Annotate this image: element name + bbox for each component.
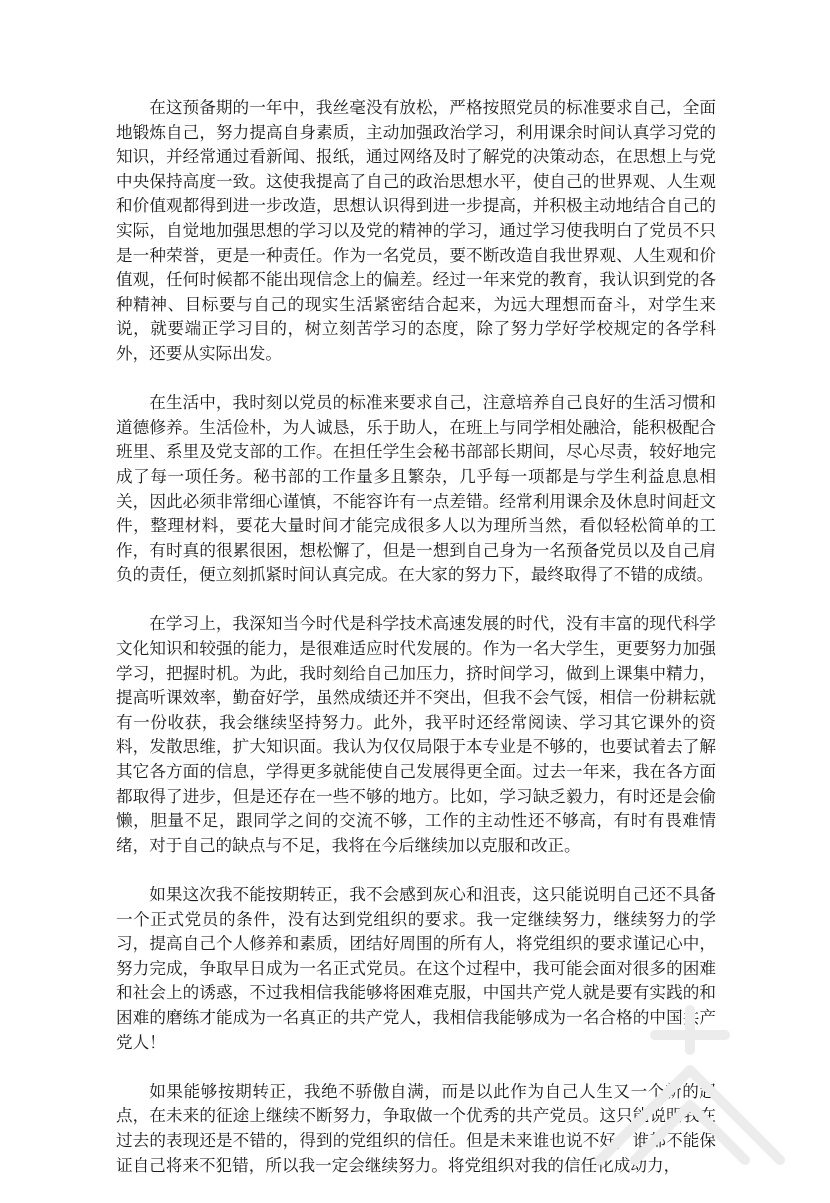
paragraph-if-confirmed: 如果能够按期转正，我绝不骄傲自满，而是以此作为自己人生又一个新的起点，在未来的征途上继续不断努力，争取做一个优秀的共产党员。这只能说明我在过去的表现还是不错的，得到的党组织的信任。但是未来谁也说不好，谁都不能保证自己将来不犯错，所以我一定会继续努力。将党组织对我的信任化成动力， [116, 1081, 716, 1175]
paragraph-if-not-confirmed: 如果这次我不能按期转正，我不会感到灰心和沮丧，这只能说明自己还不具备一个正式党员的条件，没有达到党组织的要求。我一定继续努力，继续努力的学习，提高自己个人修养和素质，团结好周围的所有人，将党组织的要求谨记心中，努力完成，争取早日成为一名正式党员。在这个过程中，我可能会面对很多的困难和社会上的诱惑，不过我相信我能够将困难克服，中国共产党人就是要有实践的和困难的磨练才能成为一名真正的共产党人，我相信我能够成为一名合格的中国共产党人！ [116, 885, 716, 1052]
paragraph-academic-study: 在学习上，我深知当今时代是科学技术高速发展的时代，没有丰富的现代科学文化知识和较强的能力，是很难适应时代发展的。作为一名大学生，更要努力加强学习，把握时机。为此，我时刻给自己加压力，挤时间学习，做到上课集中精力，提高听课效率，勤奋好学，虽然成绩还并不突出，但我不会气馁，相信一份耕耘就有一份收获，我会继续坚持努力。此外，我平时还经常阅读、学习其它课外的资料，发散思维，扩大知识面。我认为仅仅局限于本专业是不够的，也要试着去了解其它各方面的信息，学得更多就能使自己发展得更全面。过去一年来，我在各方面都取得了进步，但是还存在一些不够的地方。比如，学习缺乏毅力，有时还是会偷懒，胆量不足，跟同学之间的交流不够，工作的主动性还不够高，有时有畏难情绪，对于自己的缺点与不足，我将在今后继续加以克服和改正。 [116, 614, 716, 855]
paragraph-daily-life: 在生活中，我时刻以党员的标准来要求自己，注意培养自己良好的生活习惯和道德修养。生活俭朴，为人诚恳，乐于助人，在班上与同学相处融洽，能积极配合班里、系里及党支部的工作。在担任学生会秘书部部长期间，尽心尽责，较好地完成了每一项任务。秘书部的工作量多且繁杂，几乎每一项都是与学生利益息息相关，因此必须非常细心谨慎，不能容许有一点差错。经常利用课余及休息时间赶文件，整理材料，要花大量时间才能完成很多人以为理所当然，看似轻松简单的工作，有时真的很累很困，想松懈了，但是一想到自己身为一名预备党员以及自己肩负的责任，便立刻抓紧时间认真完成。在大家的努力下，最终取得了不错的成绩。 [116, 393, 716, 585]
paragraph-probation-study: 在这预备期的一年中，我丝毫没有放松，严格按照党员的标准要求自己，全面地锻炼自己，努力提高自身素质，主动加强政治学习，利用课余时间认真学习党的知识，并经常通过看新闻、报纸，通过网络及时了解党的决策动态，在思想上与党中央保持高度一致。这使我提高了自己的政治思想水平，使自己的世界观、人生观和价值观都得到进一步改造，思想认识得到进一步提高，并积极主动地结合自己的实际，自觉地加强思想的学习以及党的精神的学习，通过学习使我明白了党员不只是一种荣誉，更是一种责任。作为一名党员，要不断改造自我世界观、人生观和价值观，任何时候都不能出现信念上的偏差。经过一年来党的教育，我认识到党的各种精神、目标要与自己的现实生活紧密结合起来，为远大理想而奋斗，对学生来说，就要端正学习目的，树立刻苦学习的态度，除了努力学好学校规定的各学科外，还要从实际出发。 [116, 98, 716, 363]
document-body [116, 96, 716, 1203]
